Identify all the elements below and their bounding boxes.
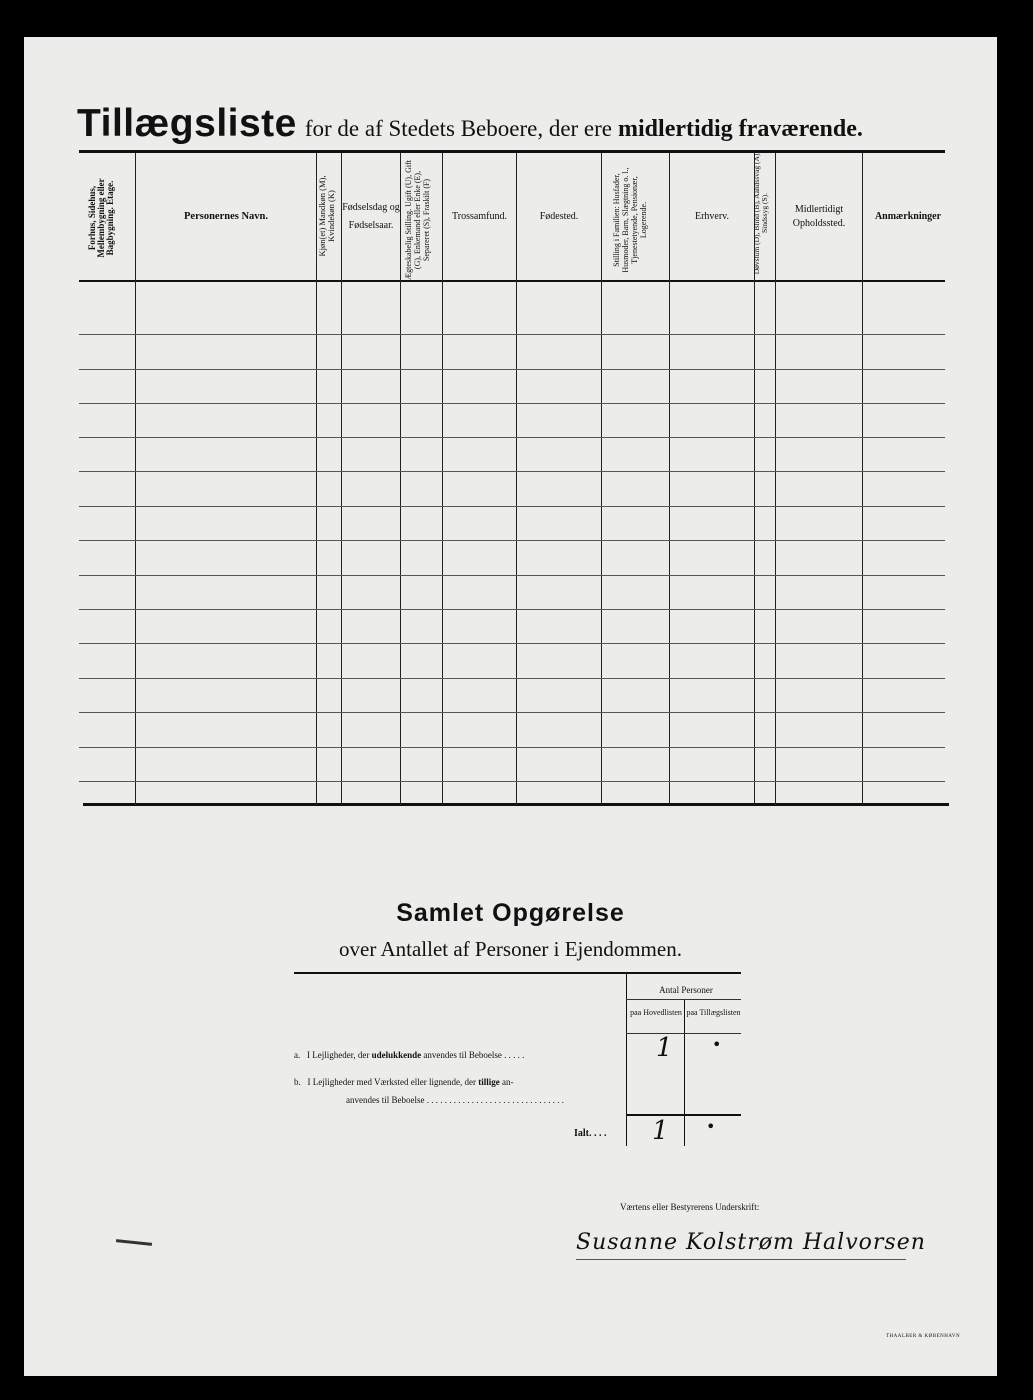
header-building: Forhus, Sidehus, Mellembygning eller Bagbygning. Etage.: [87, 178, 115, 258]
row-b-text: I Lejligheder med Værksted eller lignende, der: [307, 1077, 477, 1087]
header-birthplace: Fødested.: [539, 211, 579, 222]
header-faith: Trossamfund.: [452, 211, 507, 222]
summary-row-b-cont: [346, 1095, 564, 1105]
row-divider: [79, 781, 945, 782]
signature-value: Susanne Kolstrøm Halvorsen: [576, 1230, 926, 1255]
summary-subtitle: over Antallet af Personer i Ejendommen.: [339, 937, 682, 961]
summary-row-b: [294, 1077, 514, 1087]
header-family: Stilling i Familien: Husfader, Husmoder, Barn, Slægtning o. l., Tjenestetyende, Pensionær, Logerende.: [612, 167, 648, 273]
summary-row-a: [294, 1050, 524, 1060]
header-birth: Fødselsdag og Fødselsaar.: [342, 202, 400, 231]
row-divider: [79, 471, 945, 472]
row-b-suffix: an-: [502, 1077, 514, 1087]
row-divider: [79, 575, 945, 576]
row-b-rest: anvendes til Beboelse: [346, 1095, 425, 1105]
form-sheet: [24, 37, 997, 1376]
title-main: Tillægsliste: [77, 102, 297, 145]
row-divider: [79, 643, 945, 644]
row-divider: [79, 540, 945, 541]
signature-underline: [576, 1259, 906, 1260]
row-divider: [79, 747, 945, 748]
col-divider: [400, 153, 401, 805]
header-marital: Ægteskabelig Stilling. Ugift (U), Gift (G), Enkemand eller Enke (E), Separeret (S), Fraskilt (F): [404, 160, 431, 280]
header-temp-residence: Midlertidigt Opholdssted.: [792, 204, 846, 229]
header-names: Personernes Navn.: [184, 211, 268, 222]
margin-mark: [116, 1239, 152, 1246]
value-a-tillaeg: •: [712, 1035, 722, 1054]
summary-divider: [626, 999, 741, 1000]
summary-col-hoved: paa Hovedlisten: [630, 1008, 682, 1017]
row-a-prefix: a.: [294, 1050, 301, 1060]
row-a-dots: . . . . .: [504, 1050, 525, 1060]
value-a-hoved: 1: [656, 1033, 673, 1063]
summary-ialt: [574, 1128, 607, 1139]
row-divider: [79, 712, 945, 713]
row-b-prefix: b.: [294, 1077, 301, 1087]
signature-label: Værtens eller Bestyrerens Underskrift:: [620, 1202, 760, 1212]
row-a-text: I Lejligheder, der: [307, 1050, 370, 1060]
row-divider: [79, 506, 945, 507]
summary-top-rule: [294, 972, 741, 974]
col-divider: [601, 153, 602, 805]
summary-col-tillaeg: paa Tillægslisten: [686, 1008, 741, 1017]
row-divider: [79, 369, 945, 370]
printer-mark: THAALBER & KØBENHAVN: [886, 1334, 961, 1339]
row-divider: [79, 437, 945, 438]
top-rule: [79, 150, 945, 153]
row-a-bold: udelukkende: [371, 1050, 422, 1060]
ialt-label: Ialt: [574, 1128, 589, 1139]
ialt-dots: . . . .: [589, 1128, 607, 1139]
header-remarks: Anmærkninger: [874, 211, 942, 222]
row-a-rest: anvendes til Beboelse: [423, 1050, 502, 1060]
value-total-tillaeg: •: [706, 1117, 716, 1136]
summary-divider: [684, 999, 685, 1146]
title-bold: midlertidig fraværende.: [618, 116, 863, 142]
header-sex: Kjøn(et) Mandkøn (M), Kvindekøn (K): [317, 175, 336, 257]
row-b-bold: tillige: [478, 1077, 500, 1087]
page-title: [77, 102, 967, 150]
summary-antal-header: Antal Personer: [659, 985, 713, 995]
row-divider: [79, 334, 945, 335]
header-trade: Erhverv.: [694, 211, 730, 222]
header-disability: Døvstum (D), Blind (B), Aandssvag (A), Sindssyg (S).: [752, 151, 769, 275]
value-total-hoved: 1: [652, 1116, 669, 1146]
title-mid: for de af Stedets Beboere, der ere: [304, 116, 613, 141]
summary-title: Samlet Opgørelse: [396, 899, 625, 927]
row-divider: [79, 403, 945, 404]
summary-total-rule: [626, 1114, 741, 1116]
row-divider: [79, 678, 945, 679]
row-b-dots: . . . . . . . . . . . . . . . . . . . . . . . . . . . . . . .: [426, 1095, 564, 1105]
header-rule: [79, 280, 945, 282]
row-divider: [79, 609, 945, 610]
summary-divider: [626, 1033, 741, 1034]
